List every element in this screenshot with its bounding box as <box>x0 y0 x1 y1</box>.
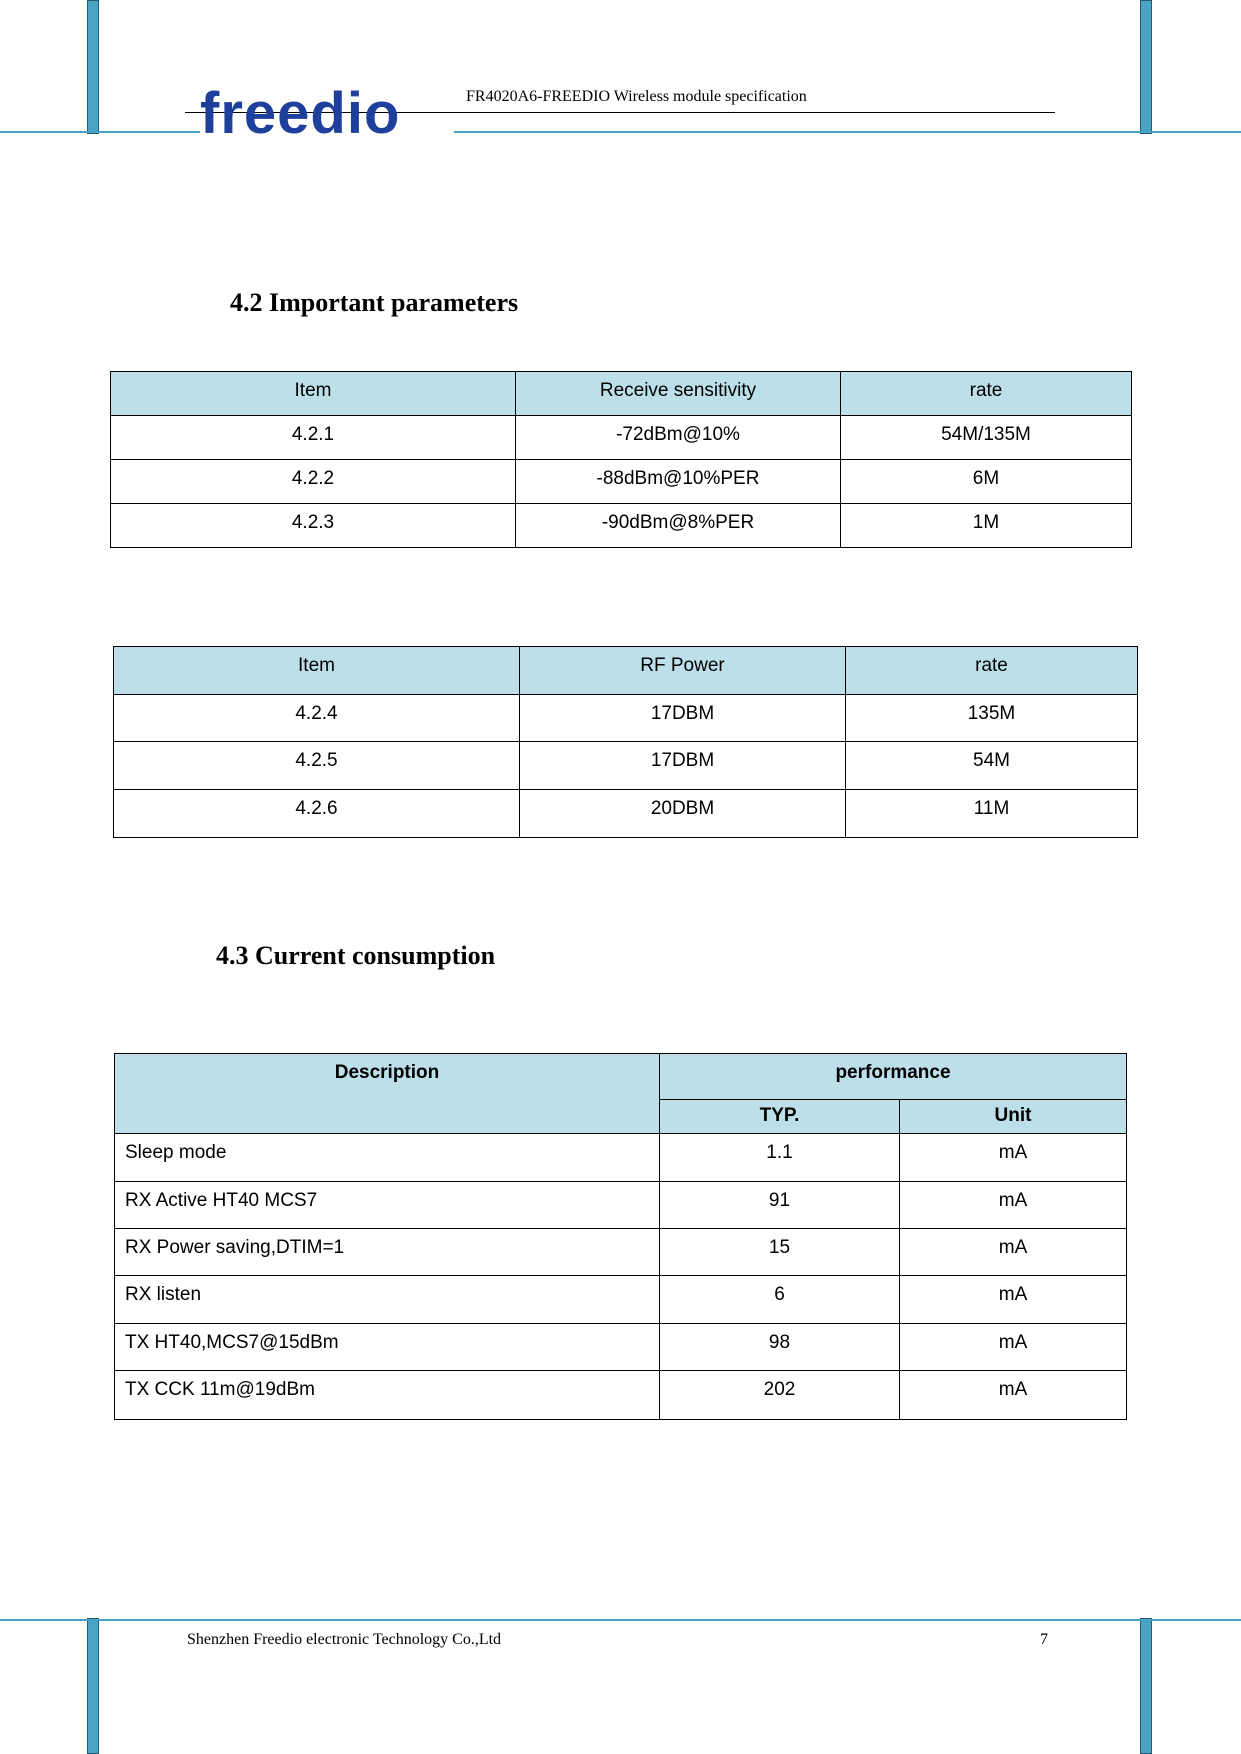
description-cell: Sleep mode <box>115 1134 660 1182</box>
table-cell: 15 <box>660 1229 900 1276</box>
footer-company: Shenzhen Freedio electronic Technology Co.,Ltd <box>187 1631 502 1648</box>
table-cell: 54M <box>846 742 1138 790</box>
table-row <box>111 416 1132 460</box>
typ-header: TYP. <box>660 1100 900 1134</box>
table-row <box>114 790 1138 838</box>
table-cell: 4.2.3 <box>111 504 516 548</box>
logo-text: freedio <box>200 81 401 146</box>
table-cell: 4.2.5 <box>114 742 520 790</box>
frame-bar-bottom-right <box>1140 1618 1152 1754</box>
table-cell: 20DBM <box>520 790 846 838</box>
frame-bar-top-right <box>1140 0 1152 134</box>
table-cell: 17DBM <box>520 742 846 790</box>
table-cell: 1.1 <box>660 1134 900 1182</box>
table-row <box>115 1324 1127 1371</box>
table-header-row <box>111 372 1132 416</box>
performance-header: performance <box>660 1054 1127 1100</box>
table-header-row <box>114 647 1138 695</box>
section-heading-4-2: 4.2 Important parameters <box>230 288 519 317</box>
document-title: FR4020A6-FREEDIO Wireless module specification <box>466 88 807 105</box>
table-row <box>115 1371 1127 1420</box>
section-heading-4-3: 4.3 Current consumption <box>216 941 496 970</box>
column-header: Receive sensitivity <box>516 372 841 416</box>
table-cell: -88dBm@10%PER <box>516 460 841 504</box>
table-row <box>111 460 1132 504</box>
table-cell: 6M <box>841 460 1132 504</box>
table-cell: mA <box>900 1229 1127 1276</box>
freedio-logo <box>200 81 454 146</box>
table-row <box>114 695 1138 742</box>
description-cell: RX Active HT40 MCS7 <box>115 1182 660 1229</box>
table-cell: 91 <box>660 1182 900 1229</box>
table-cell: mA <box>900 1371 1127 1420</box>
table-cell: 54M/135M <box>841 416 1132 460</box>
table-cell: 4.2.2 <box>111 460 516 504</box>
receive-sensitivity-table <box>110 371 1132 548</box>
table-cell: -90dBm@8%PER <box>516 504 841 548</box>
frame-line-top-left <box>0 131 200 133</box>
table-cell: 202 <box>660 1371 900 1420</box>
frame-bar-top-left <box>87 0 99 134</box>
table-row <box>115 1276 1127 1324</box>
table-row <box>115 1229 1127 1276</box>
rf-power-table <box>113 646 1138 838</box>
description-cell: TX CCK 11m@19dBm <box>115 1371 660 1420</box>
table-row <box>111 504 1132 548</box>
table-cell: mA <box>900 1134 1127 1182</box>
column-header: Item <box>114 647 520 695</box>
description-header: Description <box>115 1054 660 1134</box>
table-cell: 6 <box>660 1276 900 1324</box>
frame-line-bottom <box>0 1619 1241 1621</box>
table-cell: 4.2.1 <box>111 416 516 460</box>
frame-bar-bottom-left <box>87 1618 99 1754</box>
column-header: rate <box>846 647 1138 695</box>
table-cell: 4.2.6 <box>114 790 520 838</box>
column-header: rate <box>841 372 1132 416</box>
table-cell: 98 <box>660 1324 900 1371</box>
table-cell: 11M <box>846 790 1138 838</box>
column-header: Item <box>111 372 516 416</box>
table-cell: mA <box>900 1182 1127 1229</box>
table-row <box>115 1134 1127 1182</box>
current-consumption-table <box>114 1053 1127 1420</box>
column-header: RF Power <box>520 647 846 695</box>
table-cell: 4.2.4 <box>114 695 520 742</box>
description-cell: RX Power saving,DTIM=1 <box>115 1229 660 1276</box>
table-row <box>115 1182 1127 1229</box>
table-cell: mA <box>900 1276 1127 1324</box>
table-cell: 1M <box>841 504 1132 548</box>
table-cell: mA <box>900 1324 1127 1371</box>
table-cell: 135M <box>846 695 1138 742</box>
description-cell: RX listen <box>115 1276 660 1324</box>
page-number: 7 <box>1040 1631 1048 1648</box>
frame-line-top-right <box>454 131 1241 133</box>
description-cell: TX HT40,MCS7@15dBm <box>115 1324 660 1371</box>
unit-header: Unit <box>900 1100 1127 1134</box>
table-header-row <box>115 1054 1127 1100</box>
table-row <box>114 742 1138 790</box>
table-cell: -72dBm@10% <box>516 416 841 460</box>
table-cell: 17DBM <box>520 695 846 742</box>
